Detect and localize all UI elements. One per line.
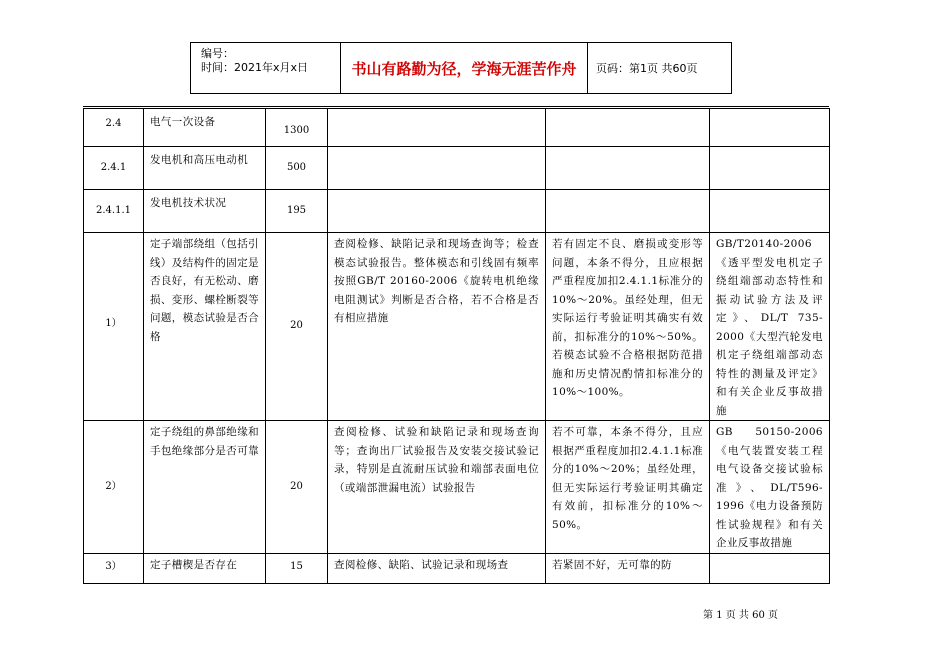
table-row xyxy=(84,147,830,190)
row-method: 查阅检修、试验和缺陷记录和现场查询等；查询出厂试验报告及安装交接试验记录，特别是直流耐压试验和端部表面电位（或端部泄漏电流）试验报告 xyxy=(328,421,546,554)
table-row xyxy=(84,109,830,147)
page-header xyxy=(190,42,732,94)
row-item: 定子绕组的鼻部绝缘和手包绝缘部分是否可靠 xyxy=(144,421,266,554)
row-points: 15 xyxy=(266,553,328,583)
row-criteria xyxy=(546,147,710,190)
row-criteria xyxy=(546,190,710,233)
row-item: 发电机技术状况 xyxy=(144,190,266,233)
table-row xyxy=(84,190,830,233)
page-info: 页码：第1页 共60页 xyxy=(596,62,698,75)
assessment-table xyxy=(83,108,830,584)
row-points: 500 xyxy=(266,147,328,190)
row-criteria xyxy=(546,109,710,147)
row-criteria: 若有固定不良、磨损或变形等问题，本条不得分，且应根据严重程度加扣2.4.1.1标准分的10%～20%。虽经处理，但无实际运行考验证明其确实有效前，扣标准分的10%～50%。若模态试验不合格根据防范措施和历史情况酌情扣标准分的10%～100%。 xyxy=(546,233,710,421)
row-basis: GB 50150-2006《电气装置安装工程电气设备交接试验标准》、DL/T596-1996《电力设备预防性试验规程》和有关企业反事故措施 xyxy=(710,421,830,554)
row-criteria: 若紧固不好，无可靠的防 xyxy=(546,553,710,583)
row-basis xyxy=(710,109,830,147)
row-method xyxy=(328,109,546,147)
row-item: 电气一次设备 xyxy=(144,109,266,147)
row-number: 2.4.1 xyxy=(84,147,144,190)
row-number: 2） xyxy=(84,421,144,554)
table-row xyxy=(84,421,830,554)
number-label: 编号： xyxy=(201,47,234,60)
header-rule xyxy=(83,106,829,107)
row-basis: GB/T20140-2006《透平型发电机定子绕组端部动态特性和振动试验方法及评定》、DL/T 735-2000《大型汽轮发电机定子绕组端部动态特性的测量及评定》和有关企业反事故措施 xyxy=(710,233,830,421)
row-number: 2.4.1.1 xyxy=(84,190,144,233)
row-number: 2.4 xyxy=(84,109,144,147)
row-method: 查阅检修、缺陷记录和现场查询等；检查模态试验报告。整体模态和引线固有频率按照GB/T 20160-2006《旋转电机绝缘电阻测试》判断是否合格，若不合格是否有相应措施 xyxy=(328,233,546,421)
motto: 书山有路勤为径，学海无涯苦作舟 xyxy=(341,43,588,93)
row-item: 发电机和高压电动机 xyxy=(144,147,266,190)
row-points: 20 xyxy=(266,233,328,421)
row-number: 1） xyxy=(84,233,144,421)
header-meta xyxy=(191,43,341,93)
date-label: 时间：2021年x月x日 xyxy=(201,61,309,74)
row-criteria: 若不可靠，本条不得分，且应根据严重程度加扣2.4.1.1标准分的10%～20%；虽经处理，但无实际运行考验证明其确定有效前，扣标准分的10%～50%。 xyxy=(546,421,710,554)
row-basis xyxy=(710,190,830,233)
row-basis xyxy=(710,147,830,190)
row-item: 定子端部绕组（包括引线）及结构件的固定是否良好，有无松动、磨损、变形、螺栓断裂等问题，模态试验是否合格 xyxy=(144,233,266,421)
row-points: 1300 xyxy=(266,109,328,147)
row-points: 195 xyxy=(266,190,328,233)
row-method xyxy=(328,190,546,233)
row-method: 查阅检修、缺陷、试验记录和现场查 xyxy=(328,553,546,583)
table-row xyxy=(84,233,830,421)
row-method xyxy=(328,147,546,190)
row-points: 20 xyxy=(266,421,328,554)
row-number: 3） xyxy=(84,553,144,583)
row-item: 定子槽楔是否存在 xyxy=(144,553,266,583)
row-basis xyxy=(710,553,830,583)
page-footer: 第 1 页 共 60 页 xyxy=(703,610,778,621)
table-row xyxy=(84,553,830,583)
